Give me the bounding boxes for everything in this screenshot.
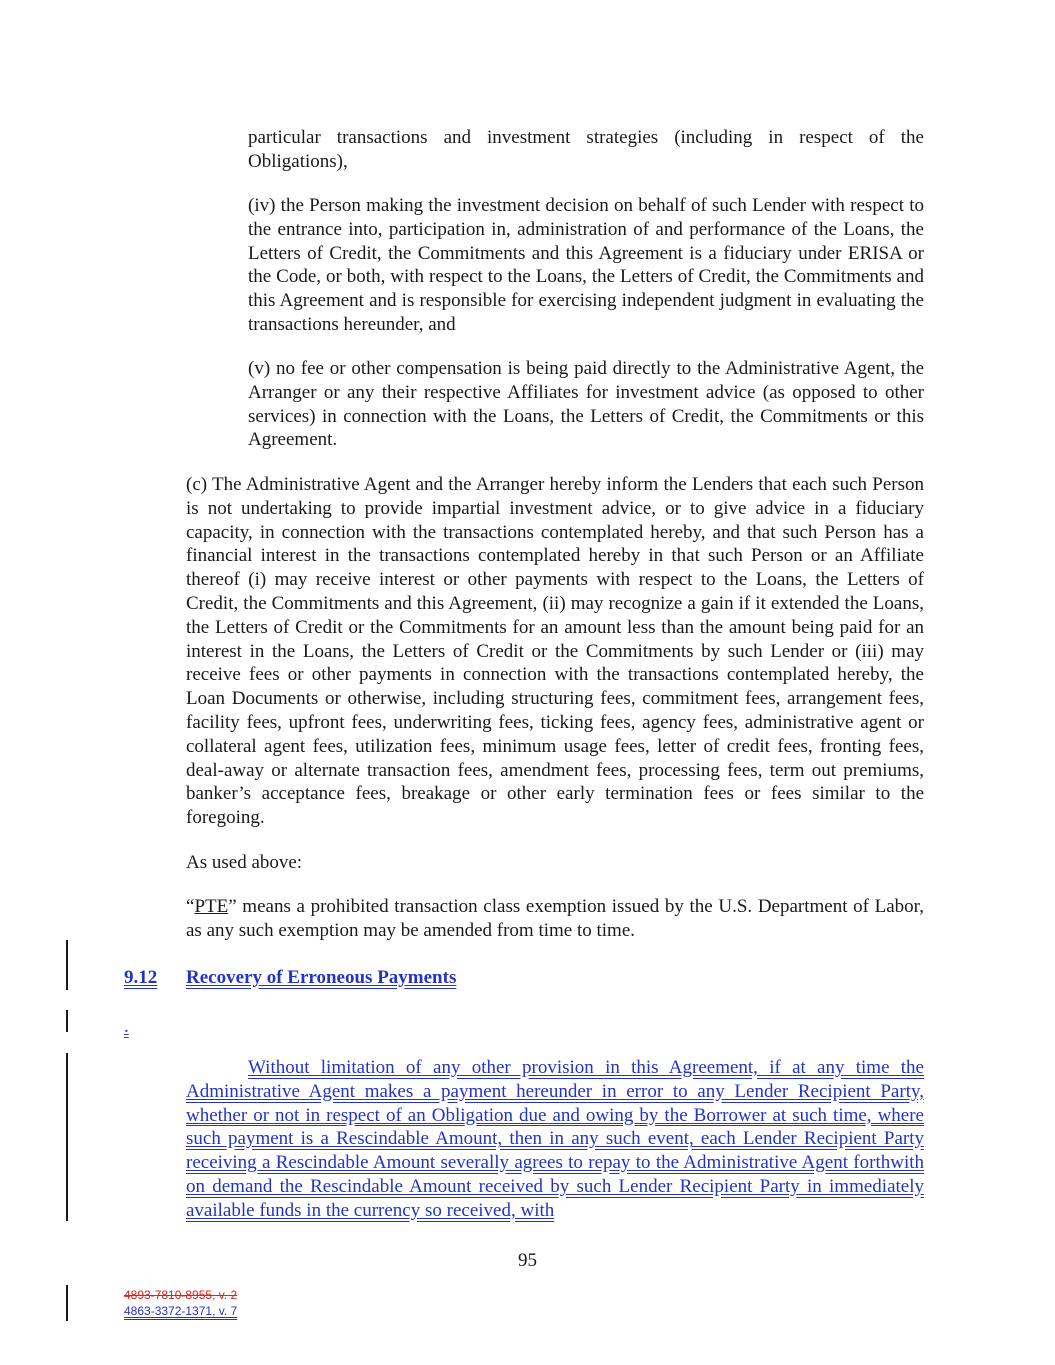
pte-definition [186,895,924,943]
change-bar [66,1285,68,1321]
as-used-above: As used above: [186,852,303,873]
section-body: Without limitation of any other provision in this Agreement, if at any time the Administrative Agent makes a payment hereunder in error to any Lender Recipient Party, whether or not in respect of an Obligation due and owing by the Borrower at such time, where such payment is a Rescindable Amount, then in any such event, each Lender Recipient Party receiving a Rescindable Amount severally agrees to repay to the Administrative Agent forthwith on demand the Rescindable Amount received by such Lender Recipient Party in immediately available funds in the currency so received, with [186,1057,924,1221]
section-number: 9.12 [124,967,158,988]
change-bar [66,1053,68,1221]
inserted-document-id: 4863-3372-1371, v. 7 [124,1304,238,1318]
section-period: . [124,1016,129,1037]
change-bar [66,940,68,990]
deleted-document-id: 4893-7810-8955, v. 2 [124,1288,238,1302]
paragraph-c: (c) The Administrative Agent and the Arranger hereby inform the Lenders that each such Person is not undertaking to provide impartial investment advice, or to give advice in a fiduciary capacity, in connection with the transactions contemplated hereby, and that such Person has a financial interest in the transactions contemplated hereby in that such Person or an Affiliate thereof (i) may receive interest or other payments with respect to the Loans, the Letters of Credit, the Commitments and this Agreement, (ii) may recognize a gain if it extended the Loans, the Letters of Credit or the Commitments for an amount less than the amount being paid for an interest in the Loans, the Letters of Credit or the Commitments by such Lender or (iii) may receive fees or other payments in connection with the transactions contemplated hereby, the Loan Documents or otherwise, including structuring fees, commitment fees, arrangement fees, facility fees, upfront fees, underwriting fees, ticking fees, agency fees, administrative agent or collateral agent fees, utilization fees, minimum usage fees, letter of credit fees, fronting fees, deal-away or alternate transaction fees, amendment fees, processing fees, term out premiums, banker’s acceptance fees, breakage or other early termination fees or fees similar to the foregoing. [186,474,924,829]
change-bar [66,1010,68,1032]
pte-definition-text: ” means a prohibited transaction class exemption issued by the U.S. Department of Labor, as any such exemption may be amended from time to time. [186,896,924,941]
pte-term: PTE [194,896,229,917]
page-number: 95 [518,1250,537,1271]
section-title: Recovery of Erroneous Payments [186,967,457,988]
pte-open-quote: “ [186,896,195,917]
paragraph-iii-continued: particular transactions and investment strategies (including in respect of the Obligations), [248,127,924,172]
paragraph-iv: (iv) the Person making the investment decision on behalf of such Lender with respect to the entrance into, participation in, administration of and performance of the Loans, the Letters of Credit, the Commitments and this Agreement is a fiduciary under ERISA or the Code, or both, with respect to the Loans, the Letters of Credit, the Commitments and this Agreement and is responsible for exercising independent judgment in evaluating the transactions hereunder, and [248,195,924,335]
paragraph-v: (v) no fee or other compensation is being paid directly to the Administrative Agent, the Arranger or any their respective Affiliates for investment advice (as opposed to other services) in connection with the Loans, the Letters of Credit, the Commitments or this Agreement. [248,358,924,451]
